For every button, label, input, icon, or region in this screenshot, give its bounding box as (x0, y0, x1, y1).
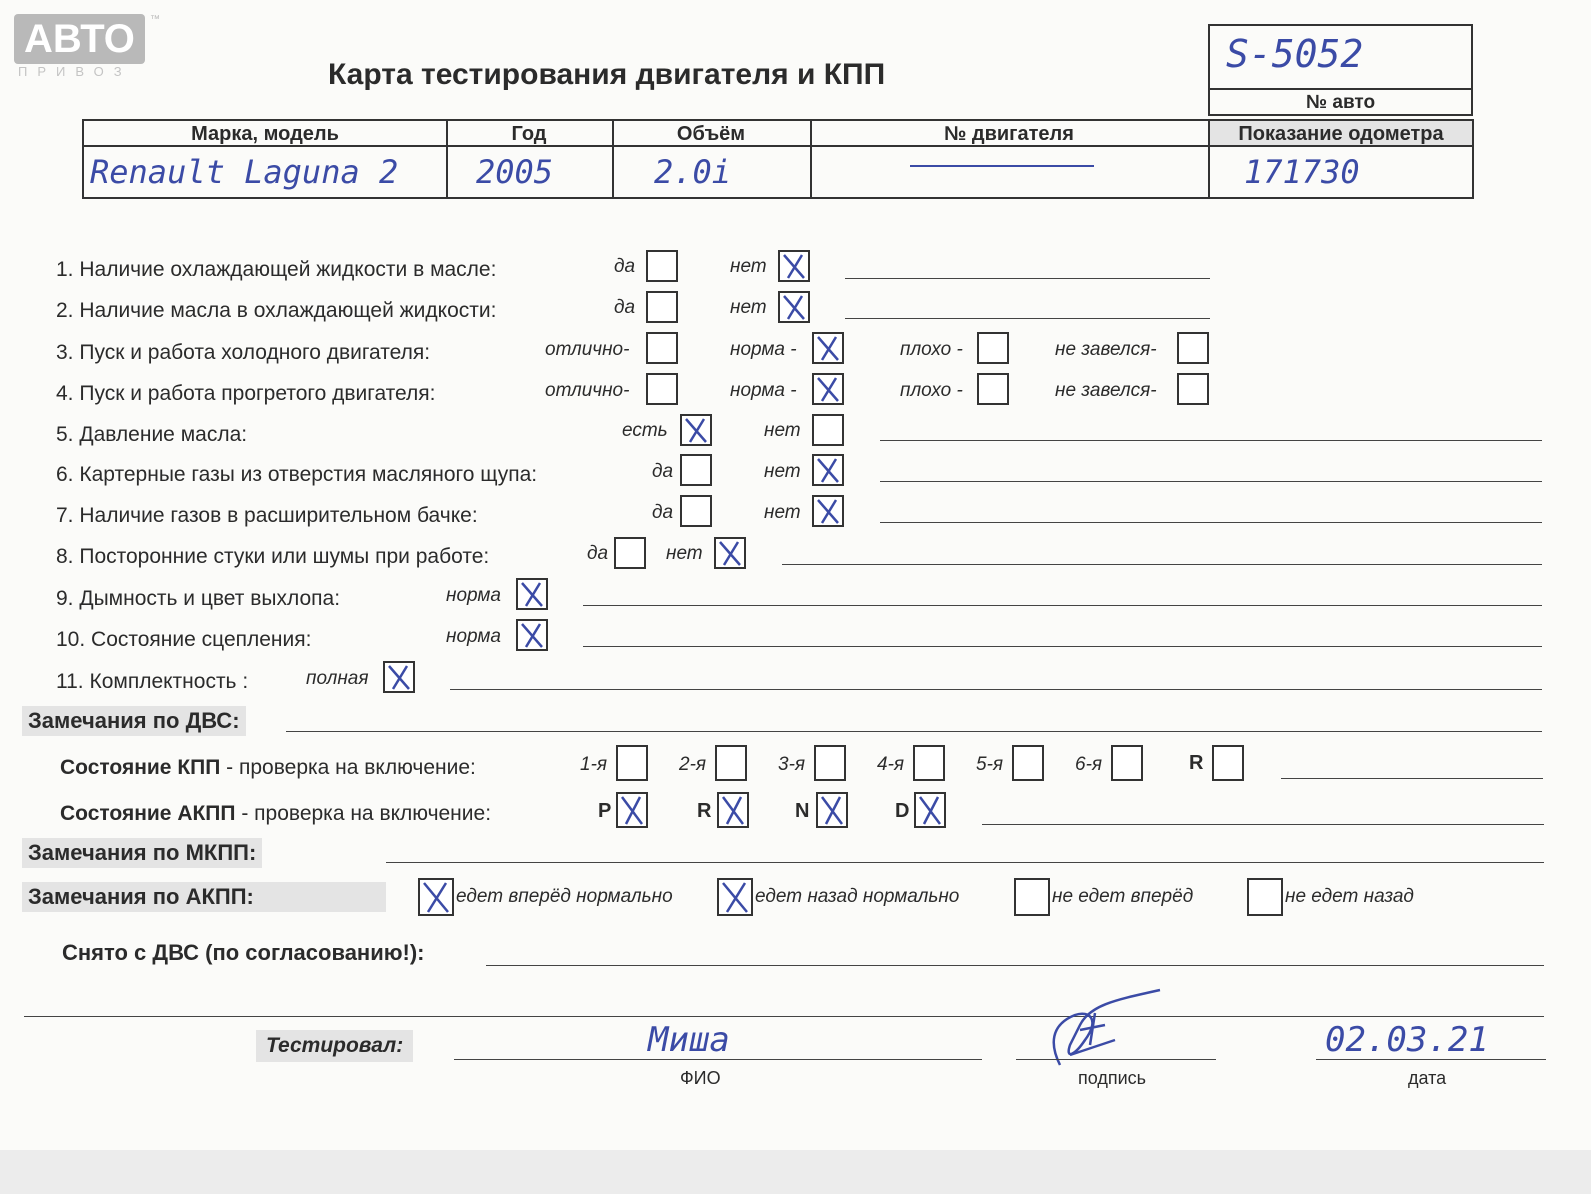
kpp-label-bold: Состояние КПП (60, 756, 221, 779)
item-6-line (880, 481, 1542, 482)
extra-line (24, 1016, 1544, 1017)
page-title: Карта тестирования двигателя и КПП (328, 58, 886, 91)
item-8-label: 8. Посторонние стуки или шумы при работе: (56, 545, 490, 568)
item-3-label: 3. Пуск и работа холодного двигателя: (56, 341, 431, 364)
mode-n-checkbox[interactable] (816, 792, 848, 828)
item-9-label: 9. Дымность и цвет выхлопа: (56, 587, 341, 610)
check-mark-icon (916, 794, 944, 826)
gear-6-label: 6-я (1075, 754, 1103, 775)
check-mark-icon (716, 539, 744, 567)
item-11-checkbox-1[interactable] (383, 661, 415, 693)
item-3-opt-4: не завелся- (1055, 339, 1157, 360)
akpp-line (982, 824, 1544, 825)
item-6-opt-2: нет (764, 461, 801, 482)
header-year: Год (511, 123, 547, 145)
item-3-opt-1: отлично- (545, 339, 630, 360)
auto-number-box (1208, 24, 1473, 116)
item-7-label: 7. Наличие газов в расширительном бачке: (56, 504, 478, 527)
item-3-opt-3: плохо - (900, 339, 963, 360)
item-11-opt-1: полная (306, 668, 369, 689)
header-odometer: Показание одометра (1238, 123, 1444, 145)
item-2-checkbox-1[interactable] (646, 291, 678, 323)
akpp-no-backward-checkbox[interactable] (1247, 878, 1283, 916)
item-8-line (782, 564, 1542, 565)
auto-number-value: S-5052 (1226, 32, 1364, 76)
signature-line (1016, 1059, 1216, 1060)
item-6-checkbox-2[interactable] (812, 454, 844, 486)
remarks-dvs-label: Замечания по ДВС: (22, 706, 246, 736)
removed-line (486, 965, 1544, 966)
item-4-opt-1: отлично- (545, 380, 630, 401)
date-caption: дата (1408, 1068, 1447, 1088)
check-mark-icon (818, 794, 846, 826)
removed-label: Снято с ДВС (по согласованию!): (62, 940, 425, 965)
mode-d-label: D (895, 800, 910, 822)
tester-name: Миша (648, 1020, 730, 1060)
item-1-opt-2: нет (730, 256, 767, 277)
gear-2-checkbox[interactable] (715, 745, 747, 781)
gear-4-checkbox[interactable] (913, 745, 945, 781)
item-4-checkbox-3[interactable] (977, 373, 1009, 405)
akpp-no-forward-checkbox[interactable] (1014, 878, 1050, 916)
item-8-opt-2: нет (666, 543, 703, 564)
check-mark-icon (518, 580, 546, 608)
akpp-label (60, 802, 491, 826)
logo-subtitle: ПРИВОЗ (18, 64, 132, 79)
item-9-opt-1: норма (446, 585, 501, 606)
kpp-line (1281, 778, 1543, 779)
check-mark-icon (385, 663, 413, 691)
akpp-backward-ok-label: едет назад нормально (755, 886, 960, 907)
item-5-line (880, 440, 1542, 441)
mode-r-label: R (697, 800, 712, 822)
tested-label: Тестировал: (256, 1030, 413, 1062)
check-mark-icon (682, 416, 710, 444)
logo-text: АВТО (14, 14, 145, 64)
item-7-line (880, 522, 1542, 523)
signature-caption: подпись (1078, 1068, 1147, 1088)
check-mark-icon (719, 880, 751, 914)
item-2-line (845, 318, 1210, 319)
kpp-label-rest: - проверка на включение: (220, 756, 476, 779)
item-2-label: 2. Наличие масла в охлаждающей жидкости: (56, 299, 497, 322)
mode-r-checkbox[interactable] (717, 792, 749, 828)
gear-6-checkbox[interactable] (1111, 745, 1143, 781)
check-mark-icon (719, 794, 747, 826)
date-line (1316, 1059, 1546, 1060)
item-4-checkbox-4[interactable] (1177, 373, 1209, 405)
item-7-checkbox-1[interactable] (680, 495, 712, 527)
item-9-line (583, 605, 1542, 606)
check-mark-icon (814, 497, 842, 525)
item-4-opt-3: плохо - (900, 380, 963, 401)
gear-3-checkbox[interactable] (814, 745, 846, 781)
check-mark-icon (618, 794, 646, 826)
check-mark-icon (518, 621, 546, 649)
item-4-checkbox-2[interactable] (812, 373, 844, 405)
mode-d-checkbox[interactable] (914, 792, 946, 828)
item-3-checkbox-2[interactable] (812, 332, 844, 364)
gear-r-checkbox[interactable] (1212, 745, 1244, 781)
item-8-checkbox-1[interactable] (614, 537, 646, 569)
item-3-opt-2: норма - (730, 339, 797, 360)
logo (14, 14, 145, 79)
gear-r-label: R (1189, 752, 1204, 774)
item-5-checkbox-2[interactable] (812, 414, 844, 446)
item-8-opt-1: да (587, 543, 609, 564)
akpp-no-forward-label: не едет вперёд (1052, 886, 1194, 907)
gear-4-label: 4-я (877, 754, 905, 775)
item-3-checkbox-4[interactable] (1177, 332, 1209, 364)
item-6-opt-1: да (652, 461, 674, 482)
test-date: 02.03.21 (1325, 1020, 1489, 1060)
kpp-label (60, 756, 476, 780)
item-1-opt-1: да (614, 256, 636, 277)
item-1-line (845, 278, 1210, 279)
item-10-line (583, 646, 1542, 647)
item-1-checkbox-2[interactable] (778, 250, 810, 282)
value-odometer: 171730 (1244, 153, 1360, 191)
item-11-line (450, 689, 1542, 690)
check-mark-icon (420, 880, 452, 914)
akpp-no-backward-label: не едет назад (1285, 886, 1414, 907)
value-year: 2005 (476, 153, 554, 191)
gear-5-label: 5-я (976, 754, 1004, 775)
item-7-opt-1: да (652, 502, 674, 523)
signature-image (1020, 985, 1180, 1080)
item-9-checkbox-1[interactable] (516, 578, 548, 610)
item-2-opt-1: да (614, 297, 636, 318)
vehicle-table (82, 119, 1474, 199)
gear-1-checkbox[interactable] (616, 745, 648, 781)
item-3-checkbox-3[interactable] (977, 332, 1009, 364)
item-7-checkbox-2[interactable] (812, 495, 844, 527)
item-5-label: 5. Давление масла: (56, 423, 248, 446)
value-model: Renault Laguna 2 (90, 153, 399, 191)
remarks-akpp-label: Замечания по АКПП: (22, 882, 386, 912)
item-4-opt-2: норма - (730, 380, 797, 401)
header-engine-number: № двигателя (944, 123, 1074, 145)
item-2-opt-2: нет (730, 297, 767, 318)
akpp-label-rest: - проверка на включение: (235, 802, 492, 825)
mode-p-checkbox[interactable] (616, 792, 648, 828)
auto-number-label: № авто (1305, 92, 1376, 113)
item-8-checkbox-2[interactable] (714, 537, 746, 569)
item-11-label: 11. Комплектность : (56, 670, 249, 693)
item-6-label: 6. Картерные газы из отверстия масляного щупа: (56, 463, 538, 486)
check-mark-icon (814, 375, 842, 403)
item-2-checkbox-2[interactable] (778, 291, 810, 323)
header-model: Марка, модель (191, 123, 339, 145)
gear-2-label: 2-я (679, 754, 707, 775)
value-volume: 2.0i (654, 153, 732, 191)
check-mark-icon (814, 456, 842, 484)
remarks-mkpp-label: Замечания по МКПП: (22, 838, 262, 868)
check-mark-icon (780, 293, 808, 321)
item-10-checkbox-1[interactable] (516, 619, 548, 651)
gear-3-label: 3-я (778, 754, 806, 775)
remarks-mkpp-line (386, 862, 1544, 863)
akpp-backward-ok-checkbox[interactable] (717, 878, 753, 916)
gear-5-checkbox[interactable] (1012, 745, 1044, 781)
item-7-opt-2: нет (764, 502, 801, 523)
check-mark-icon (780, 252, 808, 280)
item-5-checkbox-1[interactable] (680, 414, 712, 446)
akpp-forward-ok-checkbox[interactable] (418, 878, 454, 916)
item-6-checkbox-1[interactable] (680, 454, 712, 486)
name-caption: ФИО (680, 1068, 721, 1088)
logo-trademark: ™ (150, 14, 160, 25)
item-5-opt-1: есть (622, 420, 668, 441)
header-volume: Объём (676, 123, 746, 145)
gear-1-label: 1-я (580, 754, 608, 775)
item-4-opt-4: не завелся- (1055, 380, 1157, 401)
mode-n-label: N (795, 800, 810, 822)
item-5-opt-2: нет (764, 420, 801, 441)
item-1-checkbox-1[interactable] (646, 250, 678, 282)
akpp-label-bold: Состояние АКПП (60, 802, 236, 825)
item-10-opt-1: норма (446, 626, 501, 647)
akpp-forward-ok-label: едет вперёд нормально (456, 886, 673, 907)
item-1-label: 1. Наличие охлаждающей жидкости в масле: (56, 258, 497, 281)
mode-p-label: P (598, 800, 612, 822)
remarks-dvs-line (286, 731, 1542, 732)
item-4-label: 4. Пуск и работа прогретого двигателя: (56, 382, 436, 405)
item-4-checkbox-1[interactable] (646, 373, 678, 405)
check-mark-icon (814, 334, 842, 362)
value-engine-number-dash (910, 165, 1094, 167)
name-line (454, 1059, 982, 1060)
item-3-checkbox-1[interactable] (646, 332, 678, 364)
item-10-label: 10. Состояние сцепления: (56, 628, 312, 651)
